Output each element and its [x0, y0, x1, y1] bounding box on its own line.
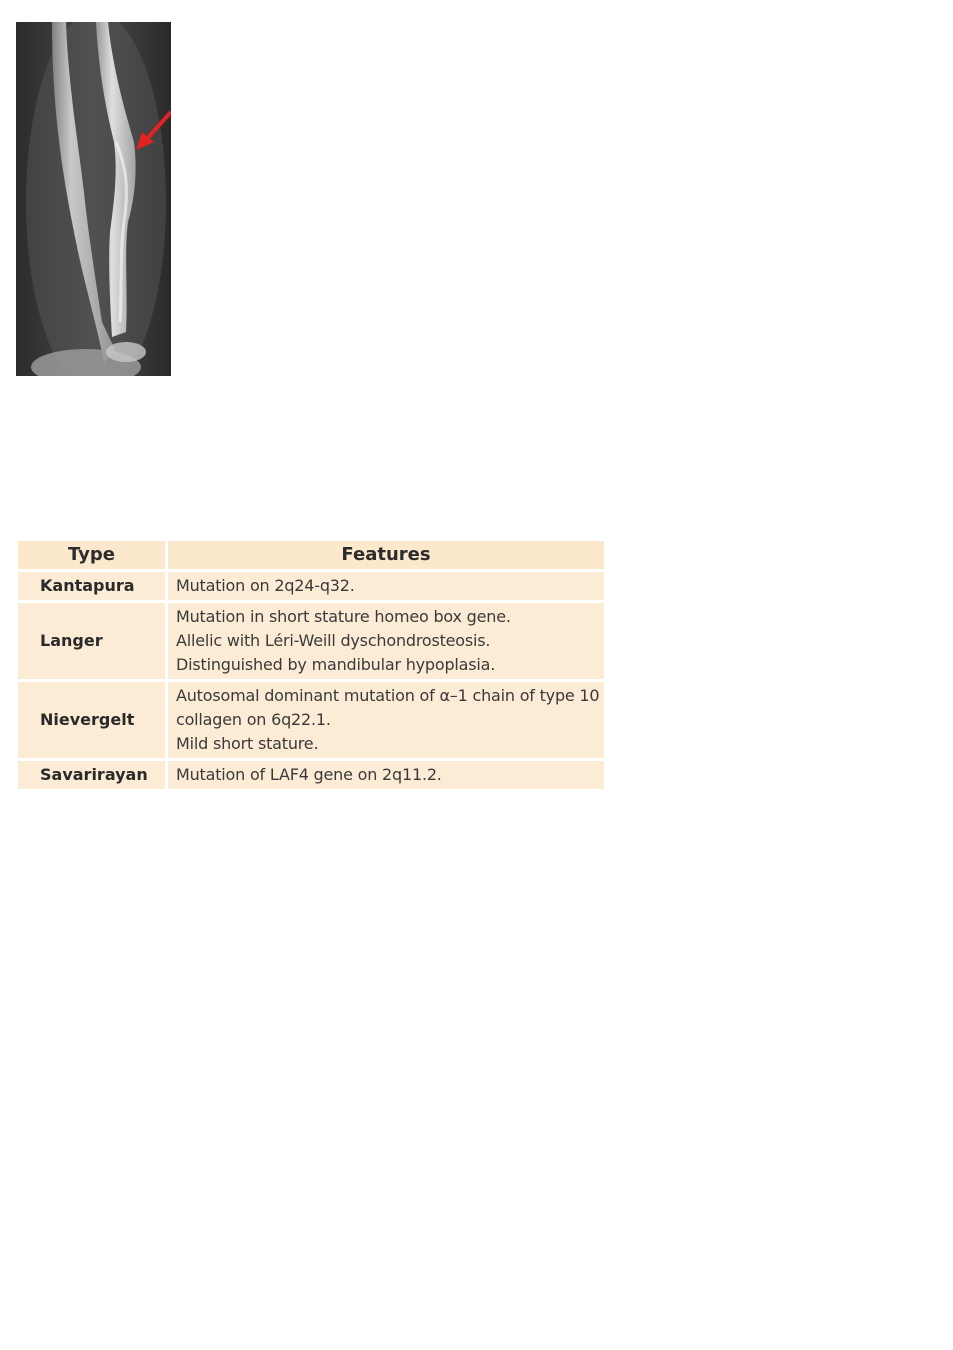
header-type: Type	[17, 540, 167, 571]
forearm-xray-image	[16, 22, 171, 376]
table-row	[17, 602, 606, 681]
feature-line: Distinguished by mandibular hypoplasia.	[176, 655, 496, 674]
features-cell	[167, 681, 606, 760]
syndrome-types-table	[15, 538, 607, 792]
table-row	[17, 681, 606, 760]
feature-line: Mild short stature.	[176, 734, 319, 753]
features-cell	[167, 602, 606, 681]
table-row	[17, 571, 606, 602]
feature-line: Mutation of LAF4 gene on 2q11.2.	[176, 765, 442, 784]
feature-line: Allelic with Léri-Weill dyschondrosteosis.	[176, 631, 491, 650]
header-features: Features	[167, 540, 606, 571]
feature-line: Mutation in short stature homeo box gene.	[176, 607, 511, 626]
type-cell: Nievergelt	[17, 681, 167, 760]
feature-line: collagen on 6q22.1.	[176, 710, 331, 729]
table-header-row	[17, 540, 606, 571]
table-row	[17, 760, 606, 791]
type-cell: Langer	[17, 602, 167, 681]
feature-line: Autosomal dominant mutation of α–1 chain of type 10	[176, 686, 600, 705]
features-cell	[167, 571, 606, 602]
features-cell	[167, 760, 606, 791]
xray-graphic	[16, 22, 171, 376]
type-cell: Kantapura	[17, 571, 167, 602]
feature-line: Mutation on 2q24-q32.	[176, 576, 355, 595]
type-cell: Savarirayan	[17, 760, 167, 791]
